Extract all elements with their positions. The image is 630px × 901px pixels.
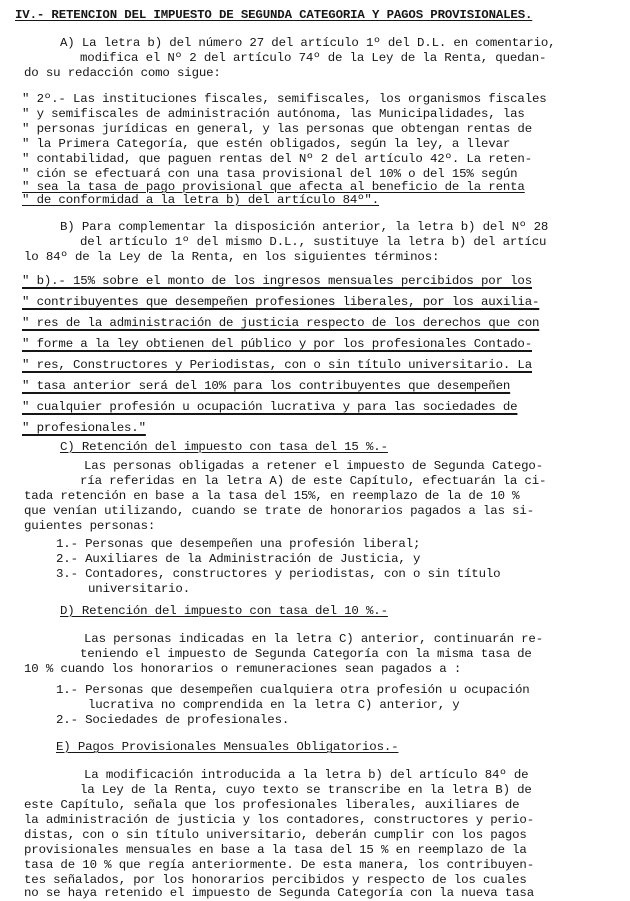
quote-a-line: " contabilidad, que paguen rentas del Nº 2 del artículo 42º. La reten- <box>22 152 532 166</box>
section-d-title: D) Retención del impuesto con tasa del 10 %.- <box>60 604 388 618</box>
section-b-line: B) Para complementar la disposición anterior, la letra b) del Nº 28 <box>60 220 549 234</box>
section-d-item: lucrativa no comprendida en la letra C) anterior, y <box>88 698 460 712</box>
section-d-item: 1.- Personas que desempeñen cualquiera otra profesión u ocupación <box>56 683 530 697</box>
quote-a-line: " y semifiscales de administración autónoma, las Municipalidades, las <box>22 107 525 121</box>
section-c-line: que venían utilizando, cuando se trate de honorarios pagados a las si- <box>24 504 534 518</box>
quote-a-line: " sea la tasa de pago provisional que afecta al beneficio de la renta <box>22 180 525 194</box>
document-heading: IV.- RETENCION DEL IMPUESTO DE SEGUNDA CATEGORIA Y PAGOS PROVISIONALES. <box>15 8 533 22</box>
quote-b-line: " res, Constructores y Periodistas, con o sin título universitario. La <box>22 358 532 372</box>
section-e-title: E) Pagos Provisionales Mensuales Obligatorios.- <box>56 740 399 754</box>
section-e-line: la Ley de la Renta, cuyo texto se transcribe en la letra B) de <box>80 783 532 797</box>
section-c-item: 1.- Personas que desempeñen una profesión liberal; <box>56 537 421 551</box>
quote-a-line: " 2º.- Las instituciones fiscales, semifiscales, los organismos fiscales <box>22 92 547 106</box>
section-c-line: tada retención en base a la tasa del 15%, en reemplazo de la de 10 % <box>24 489 520 503</box>
quote-a-line: " ción se efectuará con una tasa provisional del 10% o del 15% según <box>22 167 518 181</box>
quote-a-line: " de conformidad a la letra b) del artículo 84º". <box>22 193 379 207</box>
section-d-item: 2.- Sociedades de profesionales. <box>56 713 290 727</box>
quote-a-line: " personas jurídicas en general, y las personas que obtengan rentas de <box>22 122 532 136</box>
section-b-line: del artículo 1º del mismo D.L., sustituye la letra b) del artícu <box>80 235 547 249</box>
section-e-line: provisionales mensuales en base a la tasa del 15 % en reemplazo de la <box>24 843 527 857</box>
section-e-line: tes señalados, por los honorarios percibidos y respecto de los cuales <box>24 873 527 887</box>
quote-b-line: " contribuyentes que desempeñen profesiones liberales, por los auxilia- <box>22 295 540 309</box>
section-c-line: ría referidas en la letra A) de este Capítulo, efectuarán la ci- <box>80 474 547 488</box>
section-c-line: guientes personas: <box>24 519 156 533</box>
section-c-line: Las personas obligadas a retener el impuesto de Segunda Catego- <box>84 459 543 473</box>
section-e-line: la administración de justicia y los contadores, constructores y perio- <box>24 813 534 827</box>
section-d-line: teniendo el impuesto de Segunda Categoría con la misma tasa de <box>80 647 532 661</box>
quote-b-line: " forme a la ley obtienen del público y por los profesionales Contado- <box>22 337 532 351</box>
section-e-line: no se haya retenido el impuesto de Segunda Categoría con la nueva tasa <box>24 886 534 900</box>
section-d-line: 10 % cuando los honorarios o remuneraciones sean pagados a : <box>24 662 462 676</box>
section-c-item: 3.- Contadores, constructores y periodistas, con o sin título <box>56 567 501 581</box>
section-e-line: distas, con o sin título universitario, deberán cumplir con los pagos <box>24 828 527 842</box>
section-c-item: universitario. <box>88 582 190 596</box>
section-e-line: este Capítulo, señala que los profesionales liberales, auxiliares de <box>24 798 520 812</box>
section-c-item: 2.- Auxiliares de la Administración de Justicia, y <box>56 552 421 566</box>
section-e-line: La modificación introducida a la letra b) del artículo 84º de <box>84 768 529 782</box>
quote-b-line: " res de la administración de justicia respecto de los derechos que con <box>22 316 540 330</box>
section-e-line: tasa de 10 % que regía anteriormente. De esta manera, los contribuyen- <box>24 858 534 872</box>
quote-b-line: " cualquier profesión u ocupación lucrativa y para las sociedades de <box>22 400 518 414</box>
quote-a-line: " la Primera Categoría, que estén obligados, según la ley, a llevar <box>22 137 511 151</box>
quote-b-line: " profesionales." <box>22 421 146 435</box>
section-a-line: modifica el Nº 2 del artículo 74º de la Ley de la Renta, quedan- <box>80 51 547 65</box>
section-b-line: lo 84º de la Ley de la Renta, en los siguientes términos: <box>24 250 440 264</box>
quote-b-line: " b).- 15% sobre el monto de los ingresos mensuales percibidos por los <box>22 274 532 288</box>
quote-b-line: " tasa anterior será del 10% para los contribuyentes que desempeñen <box>22 379 511 393</box>
section-c-title: C) Retención del impuesto con tasa del 15 %.- <box>60 440 388 454</box>
section-a-line: A) La letra b) del número 27 del artículo 1º del D.L. en comentario, <box>60 36 556 50</box>
section-d-line: Las personas indicadas en la letra C) anterior, continuarán re- <box>84 632 543 646</box>
section-a-line: do su redacción como sigue: <box>24 66 221 80</box>
